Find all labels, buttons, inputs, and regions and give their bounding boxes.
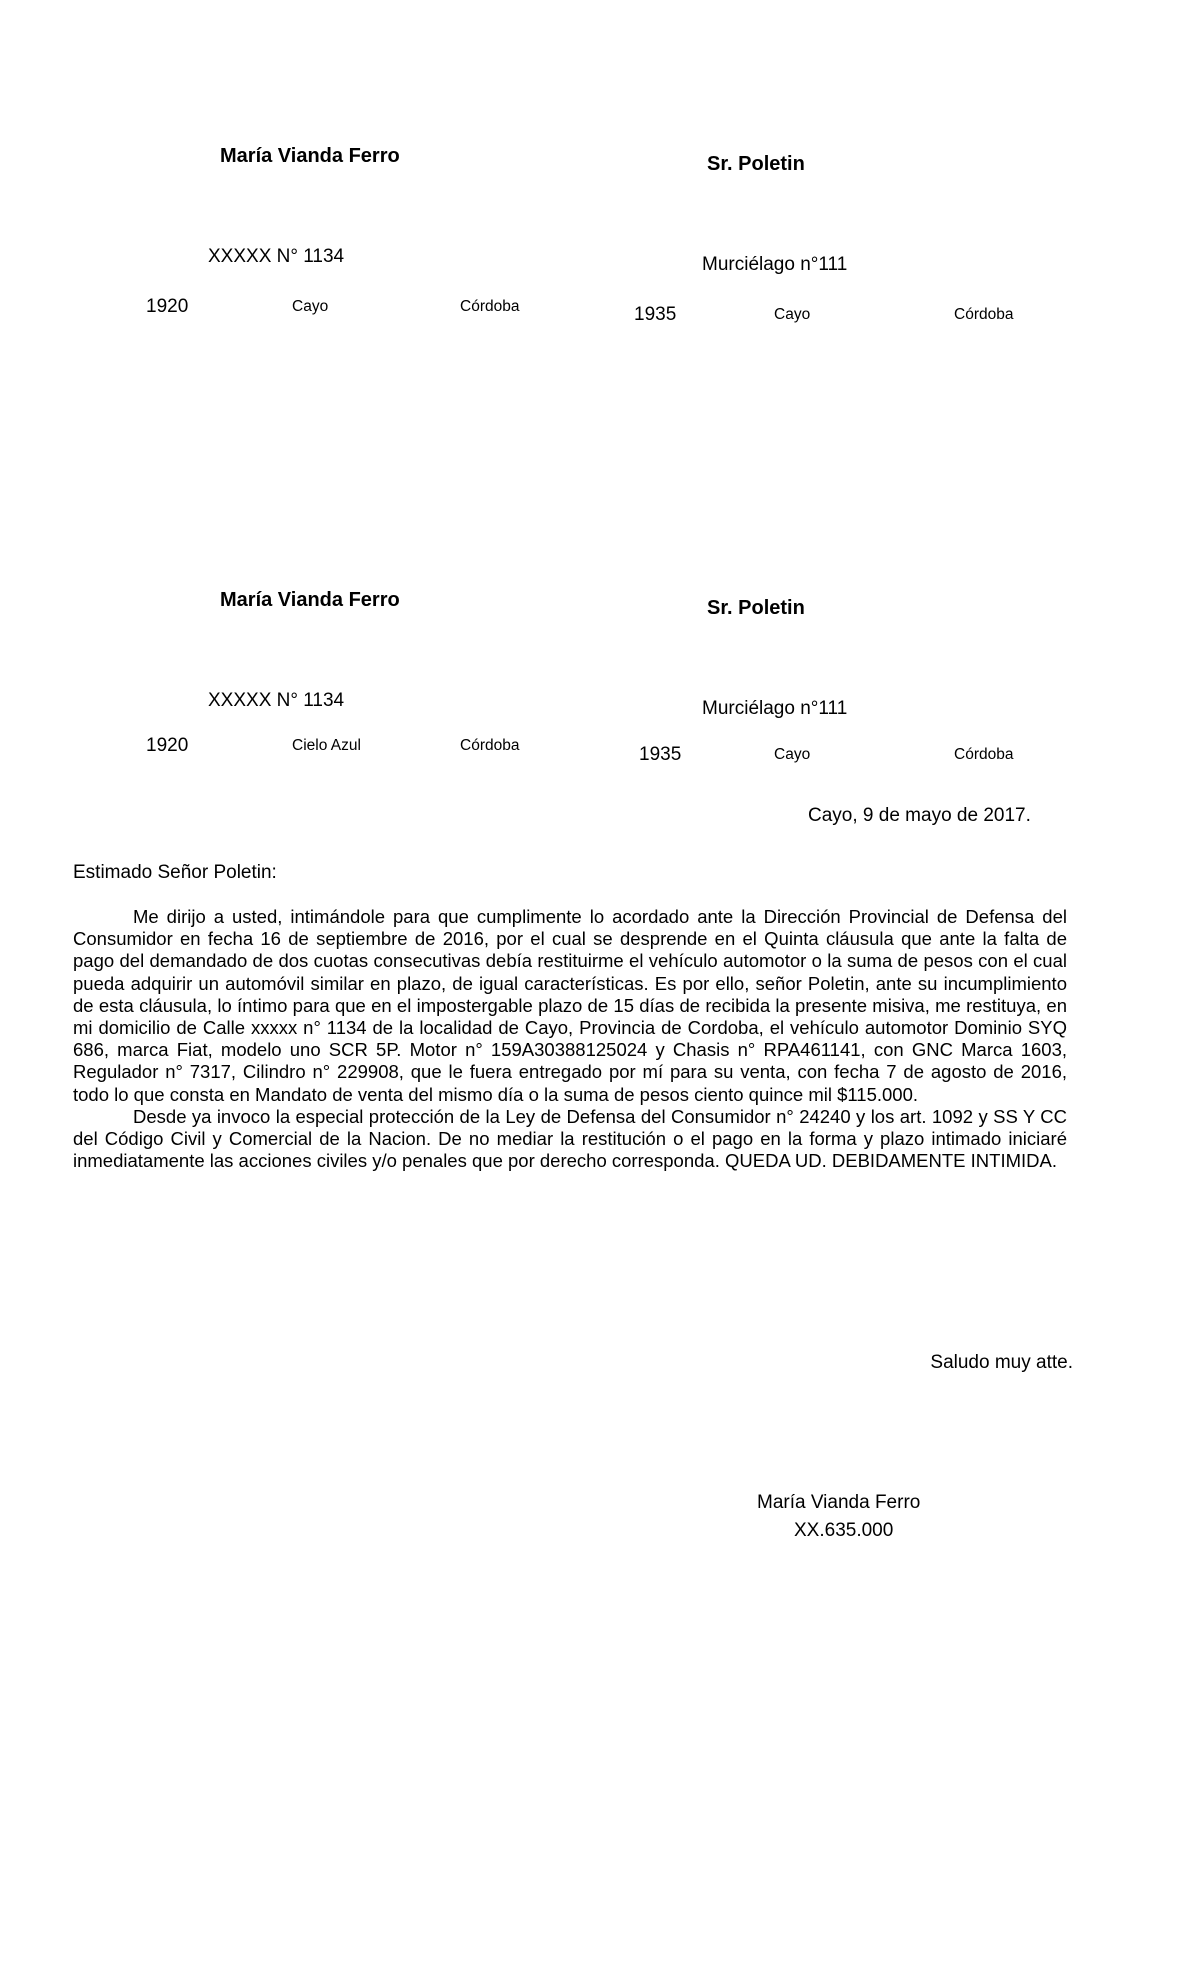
recipient-province: Córdoba (954, 746, 1014, 763)
sender-province: Córdoba (460, 737, 520, 754)
sender-zip: 1920 (146, 735, 189, 756)
recipient-street: Murciélago n°111 (702, 254, 848, 275)
recipient-name: Sr. Poletin (707, 597, 805, 619)
letter-paragraph-1: Me dirijo a usted, intimándole para que cumplimente lo acordado ante la Dirección Provincial de Defensa del Consumidor en fecha 16 de septiembre de 2016, por el cual se desprende en el Quinta cláusula que ante la falta de pago del demandado de dos cuotas consecutivas debía restituirme el vehículo automotor o la suma de pesos con el cual pueda adquirir un automóvil similar en plazo, de igual características. Es por ello, señor Poletin, ante su incumplimiento de esta cláusula, lo íntimo para que en el impostergable plazo de 15 días de recibida la presente misiva, me restituya, en mi domicilio de Calle xxxxx n° 1134 de la localidad de Cayo, Provincia de Cordoba, el vehículo automotor Dominio SYQ 686, marca Fiat, modelo uno SCR 5P. Motor n° 159A30388125024 y Chasis n° RPA461141, con GNC Marca 1603, Regulador n° 7317, Cilindro n° 229908, que le fuera entregado por mí para su venta, con fecha 7 de agosto de 2016, todo lo que consta en Mandato de venta del mismo día o la suma de pesos ciento quince mil $115.000. (73, 906, 1067, 1105)
recipient-city: Cayo (774, 746, 811, 763)
sender-zip: 1920 (146, 296, 189, 317)
signature-name: María Vianda Ferro (757, 1492, 921, 1513)
sender-street: XXXXX N° 1134 (208, 246, 345, 267)
sender-city: Cielo Azul (292, 737, 361, 754)
letter-closing: Saludo muy atte. (930, 1352, 1073, 1373)
letter-body (73, 906, 1067, 1172)
sender-city: Cayo (292, 298, 329, 315)
sender-street: XXXXX N° 1134 (208, 690, 345, 711)
letter-date: Cayo, 9 de mayo de 2017. (808, 805, 1031, 826)
recipient-city: Cayo (774, 306, 811, 323)
recipient-street: Murciélago n°111 (702, 698, 848, 719)
sender-province: Córdoba (460, 298, 520, 315)
sender-name: María Vianda Ferro (220, 589, 400, 611)
recipient-zip: 1935 (634, 304, 677, 325)
recipient-name: Sr. Poletin (707, 153, 805, 175)
recipient-zip: 1935 (639, 744, 682, 765)
recipient-province: Córdoba (954, 306, 1014, 323)
sender-name: María Vianda Ferro (220, 145, 400, 167)
letter-salutation: Estimado Señor Poletin: (73, 862, 277, 883)
signature-id: XX.635.000 (794, 1520, 894, 1541)
letter-paragraph-2: Desde ya invoco la especial protección de la Ley de Defensa del Consumidor n° 24240 y los art. 1092 y SS Y CC del Código Civil y Comercial de la Nacion. De no mediar la restitución o el pago en la forma y plazo intimado iniciaré inmediatamente las acciones civiles y/o penales que por derecho corresponda. QUEDA UD. DEBIDAMENTE INTIMIDA. (73, 1105, 1067, 1172)
